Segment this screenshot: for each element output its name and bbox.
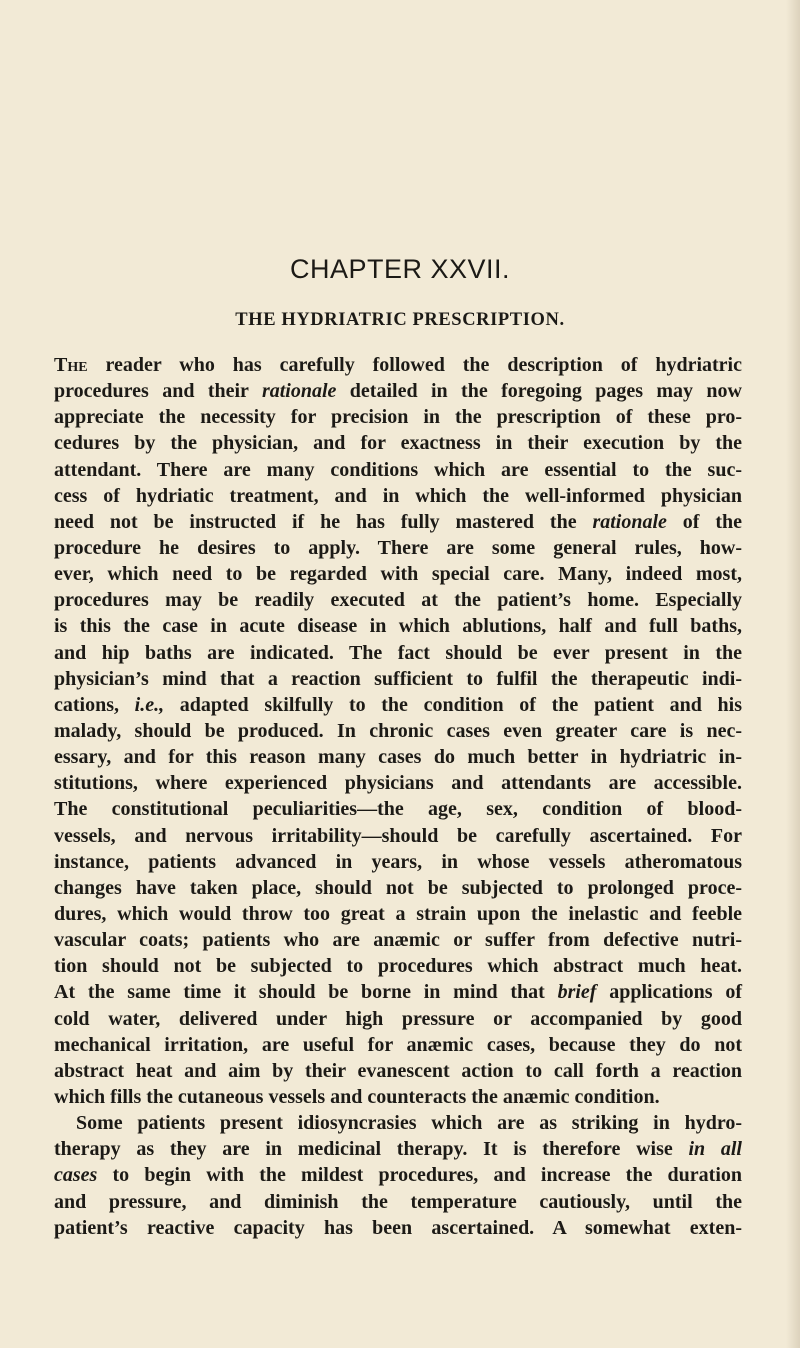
text-line <box>54 613 742 639</box>
text-line <box>54 666 742 692</box>
lead-word: The <box>54 354 88 376</box>
text-line <box>54 692 742 718</box>
line-text: The constitutional peculiarities—the age, sex, condition of blood- <box>54 798 742 821</box>
line-text: adapted skilfully to the condition of the patient and his <box>164 693 742 716</box>
text-line <box>54 404 742 430</box>
text-line <box>54 796 742 822</box>
italic-term: i.e., <box>134 693 165 716</box>
text-line <box>54 1136 742 1162</box>
italic-term: rationale <box>261 380 337 403</box>
text-line <box>54 1215 742 1241</box>
text-line <box>54 587 742 613</box>
line-text: attendant. There are many conditions which are essential to the suc- <box>54 458 742 481</box>
line-text: detailed in the foregoing pages may now <box>336 380 743 403</box>
line-text: to begin with the mildest procedures, and increase the duration <box>97 1164 742 1187</box>
line-text: procedures and their <box>54 380 262 403</box>
italic-term: in all <box>688 1138 742 1161</box>
page-edge-shadow <box>786 0 800 1348</box>
line-text: instance, patients advanced in years, in whose vessels atheromatous <box>54 850 742 873</box>
line-text: cedures by the physician, and for exactness in their execution by the <box>54 432 742 455</box>
text-line <box>54 1110 742 1136</box>
text-line <box>54 718 742 744</box>
italic-term: rationale <box>592 510 667 533</box>
text-line <box>54 875 742 901</box>
text-line <box>54 979 742 1005</box>
text-line <box>54 352 742 378</box>
text-line <box>54 770 742 796</box>
text-line <box>54 483 742 509</box>
line-text: abstract heat and aim by their evanescent action to call forth a reaction <box>54 1059 742 1082</box>
line-text: changes have taken place, should not be subjected to prolonged proce- <box>54 876 742 899</box>
line-text: patient’s reactive capacity has been ascertained. A somewhat exten- <box>54 1216 742 1239</box>
text-line <box>54 901 742 927</box>
section-title: THE HYDRIATRIC PRESCRIPTION. <box>235 310 565 330</box>
line-text: cold water, delivered under high pressure or accompanied by good <box>54 1007 742 1030</box>
text-line <box>54 561 742 587</box>
line-text: applications of <box>596 981 742 1004</box>
text-line <box>54 927 742 953</box>
line-text: reader who has carefully followed the description of hydriatric <box>87 354 742 376</box>
line-text: which fills the cutaneous vessels and counteracts the anæmic condition. <box>54 1085 660 1108</box>
line-text: appreciate the necessity for precision in the prescription of these pro- <box>54 406 742 429</box>
line-text: vascular coats; patients who are anæmic or suffer from defective nutri- <box>54 929 742 952</box>
text-line <box>54 1162 742 1188</box>
text-line <box>54 744 742 770</box>
text-line <box>54 849 742 875</box>
line-text: malady, should be produced. In chronic cases even greater care is nec- <box>54 719 742 742</box>
line-text: At the same time it should be borne in mind that <box>54 981 558 1004</box>
text-line <box>54 509 742 535</box>
line-text: and hip baths are indicated. The fact should be ever present in the <box>54 641 742 664</box>
line-text: need not be instructed if he has fully mastered the <box>54 510 593 533</box>
text-line <box>54 457 742 483</box>
line-text: procedure he desires to apply. There are some general rules, how- <box>54 536 742 559</box>
text-line <box>54 378 742 404</box>
text-line <box>54 535 742 561</box>
line-text: cations, <box>54 693 135 716</box>
line-text: cess of hydriatic treatment, and in which the well-informed physician <box>54 484 742 507</box>
line-text: vessels, and nervous irritability—should be carefully ascertained. For <box>54 824 742 847</box>
line-text: and pressure, and diminish the temperature cautiously, until the <box>54 1190 742 1213</box>
text-line <box>54 1032 742 1058</box>
line-text: tion should not be subjected to procedures which abstract much heat. <box>54 955 742 978</box>
text-line <box>54 1084 742 1110</box>
line-text: stitutions, where experienced physicians and attendants are accessible. <box>54 772 742 795</box>
line-text: procedures may be readily executed at the patient’s home. Especially <box>54 589 742 612</box>
text-line <box>54 1006 742 1032</box>
line-text: Some patients present idiosyncrasies which are as striking in hydro- <box>76 1112 742 1135</box>
line-text: is this the case in acute disease in which ablutions, half and full baths, <box>54 615 742 638</box>
text-line <box>54 953 742 979</box>
line-text: dures, which would throw too great a strain upon the inelastic and feeble <box>54 902 742 925</box>
italic-term: cases <box>54 1164 98 1187</box>
line-text: of the <box>666 510 742 533</box>
text-line <box>54 1058 742 1084</box>
italic-term: brief <box>557 981 597 1004</box>
body-paragraph <box>54 352 742 1241</box>
line-text: physician’s mind that a reaction sufficient to fulfil the therapeutic indi- <box>54 667 742 690</box>
line-text: mechanical irritation, are useful for anæmic cases, because they do not <box>54 1033 742 1056</box>
text-line <box>54 1189 742 1215</box>
text-line <box>54 640 742 666</box>
line-text: therapy as they are in medicinal therapy. It is therefore wise <box>54 1138 689 1161</box>
text-line <box>54 823 742 849</box>
line-text: ever, which need to be regarded with special care. Many, indeed most, <box>54 563 742 586</box>
text-line <box>54 430 742 456</box>
line-text: essary, and for this reason many cases do much better in hydriatric in- <box>54 746 742 769</box>
chapter-heading: CHAPTER XXVII. <box>289 254 511 284</box>
